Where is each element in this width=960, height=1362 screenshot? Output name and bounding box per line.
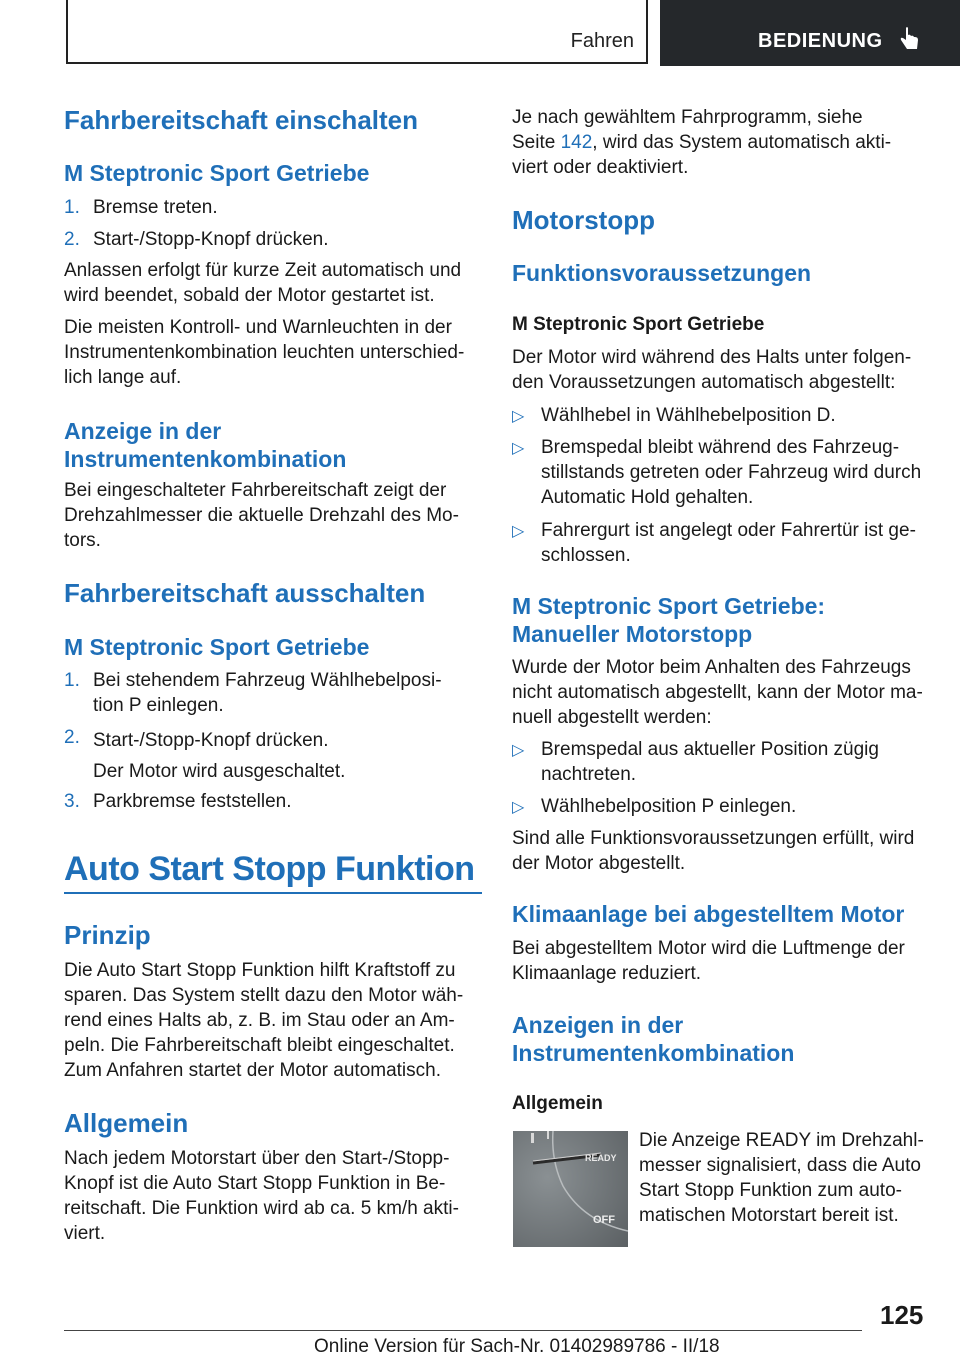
heading-allgemein: Allgemein	[64, 1108, 189, 1138]
step-text: Start-/Stopp-Knopf drücken.	[93, 229, 329, 250]
bullet-text: Bremspedal aus aktueller Position zügig	[541, 739, 879, 760]
bullet-text: Fahrergurt ist angelegt oder Fahrertür ist ge-	[541, 520, 916, 541]
subheading-steptronic-3: M Steptronic Sport Getriebe	[512, 314, 765, 335]
triangle-bullet-icon: ▷	[512, 408, 525, 425]
heading-motorstopp: Motorstopp	[512, 205, 655, 235]
text-line: den Voraussetzungen automatisch abgestellt:	[512, 372, 896, 393]
text-line: Sind alle Funktionsvoraussetzungen erfüllt, wird	[512, 828, 915, 849]
bullet-text: Automatic Hold gehalten.	[541, 487, 754, 508]
off-label: OFF	[593, 1214, 615, 1226]
bullet-item	[512, 518, 916, 566]
heading-funktionsvoraussetzungen: Funktionsvoraussetzungen	[512, 260, 812, 286]
heading-rule	[64, 892, 482, 894]
paragraph	[64, 478, 459, 553]
text-span: Seite	[512, 132, 561, 153]
paragraph	[639, 1128, 924, 1228]
text-line: Zum Anfahren startet der Motor automatisch.	[64, 1060, 442, 1081]
heading-manueller-motorstopp	[512, 592, 825, 648]
text-line: Je nach gewähltem Fahrprogramm, siehe	[512, 107, 863, 128]
triangle-bullet-icon: ▷	[512, 742, 525, 759]
paragraph	[512, 826, 914, 876]
text-line: reitschaft. Die Funktion wird ab ca. 5 km/h akti-	[64, 1198, 459, 1219]
triangle-bullet-icon: ▷	[512, 799, 525, 816]
bullet-text: Wählhebel in Wählhebelposition D.	[541, 405, 836, 426]
heading-fahrbereitschaft-einschalten: Fahrbereitschaft einschalten	[64, 105, 418, 135]
bullet-item	[512, 403, 836, 429]
bullet-text: stillstands getreten oder Fahrzeug wird durch	[541, 462, 922, 483]
footer-rule	[64, 1330, 862, 1331]
heading-line: Instrumentenkombination	[64, 446, 347, 472]
hand-pointer-icon	[898, 26, 920, 54]
heading-prinzip: Prinzip	[64, 920, 151, 950]
step-text: Bremse treten.	[93, 197, 218, 218]
paragraph	[64, 315, 464, 390]
page-link[interactable]: 142	[560, 132, 593, 153]
triangle-bullet-icon: ▷	[512, 523, 525, 540]
step-number: 2.	[64, 229, 80, 250]
step-item	[64, 227, 329, 252]
bullet-text: Bremspedal bleibt während des Fahrzeug-	[541, 437, 900, 458]
step-text: Der Motor wird ausgeschaltet.	[93, 761, 346, 782]
chapter-label: BEDIENUNG	[758, 30, 883, 52]
page-number: 125	[880, 1300, 924, 1330]
triangle-bullet-icon: ▷	[512, 440, 525, 457]
heading-line: Anzeige in der	[64, 418, 222, 444]
step-number: 2.	[64, 727, 80, 748]
bullet-text: Wählhebelposition P einlegen.	[541, 796, 797, 817]
text-line: nuell abgestellt werden:	[512, 707, 712, 728]
text-line: der Motor abgestellt.	[512, 853, 686, 874]
paragraph	[512, 105, 891, 180]
step-item	[64, 789, 292, 814]
footer-text: Online Version für Sach-Nr. 01402989786 - II/18	[314, 1336, 720, 1357]
text-line: Klimaanlage reduziert.	[512, 963, 702, 984]
heading-fahrbereitschaft-ausschalten: Fahrbereitschaft ausschalten	[64, 578, 426, 608]
text-line: rend eines Halts ab, z. B. im Stau oder an Am-	[64, 1010, 455, 1031]
paragraph	[512, 936, 905, 986]
text-line: Drehzahlmesser die aktuelle Drehzahl des Mo-	[64, 505, 459, 526]
step-item	[64, 725, 346, 782]
text-line: matischen Motorstart bereit ist.	[639, 1205, 899, 1226]
text-line: tors.	[64, 530, 101, 551]
step-number: 1.	[64, 670, 80, 691]
paragraph	[64, 1146, 459, 1246]
paragraph	[512, 345, 911, 395]
step-number: 3.	[64, 791, 80, 812]
paragraph	[64, 958, 463, 1083]
text-line: Die Auto Start Stopp Funktion hilft Kraftstoff zu	[64, 960, 456, 981]
heading-line: Instrumentenkombination	[512, 1040, 795, 1066]
bullet-item	[512, 794, 797, 820]
heading-line: M Steptronic Sport Getriebe:	[512, 593, 826, 619]
subheading-allgemein: Allgemein	[512, 1093, 603, 1114]
text-line: Knopf ist die Auto Start Stopp Funktion in Be-	[64, 1173, 446, 1194]
text-line: Instrumentenkombination leuchten unterschied-	[64, 342, 465, 363]
step-text: Bei stehendem Fahrzeug Wählhebelposi-	[93, 670, 442, 691]
paragraph	[512, 655, 923, 730]
bullet-text: nachtreten.	[541, 764, 637, 785]
heading-line: Manueller Motorstopp	[512, 621, 753, 647]
chapter-tab	[660, 0, 960, 66]
text-line: sparen. Das System stellt dazu den Motor wäh-	[64, 985, 464, 1006]
ready-label: READY	[585, 1153, 617, 1163]
text-line: Anlassen erfolgt für kurze Zeit automatisch und	[64, 260, 462, 281]
step-text: Parkbremse feststellen.	[93, 791, 292, 812]
text-line: Bei abgestelltem Motor wird die Luftmenge der	[512, 938, 905, 959]
text-line: Wurde der Motor beim Anhalten des Fahrzeugs	[512, 657, 911, 678]
text-line: Start Stopp Funktion zum auto-	[639, 1180, 902, 1201]
step-text: tion P einlegen.	[93, 695, 224, 716]
subheading-steptronic-1: M Steptronic Sport Getriebe	[64, 160, 370, 186]
heading-klimaanlage: Klimaanlage bei abgestelltem Motor	[512, 901, 905, 927]
text-line	[512, 130, 891, 155]
text-line: messer signalisiert, dass die Auto	[639, 1155, 921, 1176]
heading-anzeigen	[512, 1011, 794, 1067]
text-line: wird beendet, sobald der Motor gestartet ist.	[64, 285, 435, 306]
text-line: Die Anzeige READY im Drehzahl-	[639, 1130, 924, 1151]
section-tab	[66, 0, 648, 64]
ready-display-image	[513, 1131, 628, 1247]
bullet-item	[512, 435, 922, 508]
tachometer-graphic	[513, 1131, 628, 1247]
step-item	[64, 195, 218, 220]
text-line: Nach jedem Motorstart über den Start-/Stopp-	[64, 1148, 450, 1169]
text-line: Der Motor wird während des Halts unter folgen-	[512, 347, 912, 368]
text-line: lich lange auf.	[64, 367, 182, 388]
text-line: peln. Die Fahrbereitschaft bleibt eingeschaltet.	[64, 1035, 455, 1056]
bullet-text: schlossen.	[541, 545, 631, 566]
heading-anzeige	[64, 417, 346, 473]
section-label: Fahren	[570, 30, 634, 52]
step-item	[64, 668, 442, 716]
chapter-heading-auto-start-stopp: Auto Start Stopp Funktion	[64, 850, 475, 888]
paragraph	[64, 258, 461, 308]
text-line: viert.	[64, 1223, 106, 1244]
heading-line: Anzeigen in der	[512, 1012, 684, 1038]
text-line: Bei eingeschalteter Fahrbereitschaft zeigt der	[64, 480, 447, 501]
bullet-item	[512, 737, 879, 785]
subheading-steptronic-2: M Steptronic Sport Getriebe	[64, 634, 370, 660]
text-span: , wird das System automatisch akti-	[592, 132, 892, 153]
text-line: nicht automatisch abgestellt, kann der Motor ma-	[512, 682, 923, 703]
step-text: Start-/Stopp-Knopf drücken.	[93, 730, 329, 751]
step-number: 1.	[64, 197, 80, 218]
text-line: Die meisten Kontroll- und Warnleuchten in der	[64, 317, 452, 338]
text-line: viert oder deaktiviert.	[512, 157, 689, 178]
